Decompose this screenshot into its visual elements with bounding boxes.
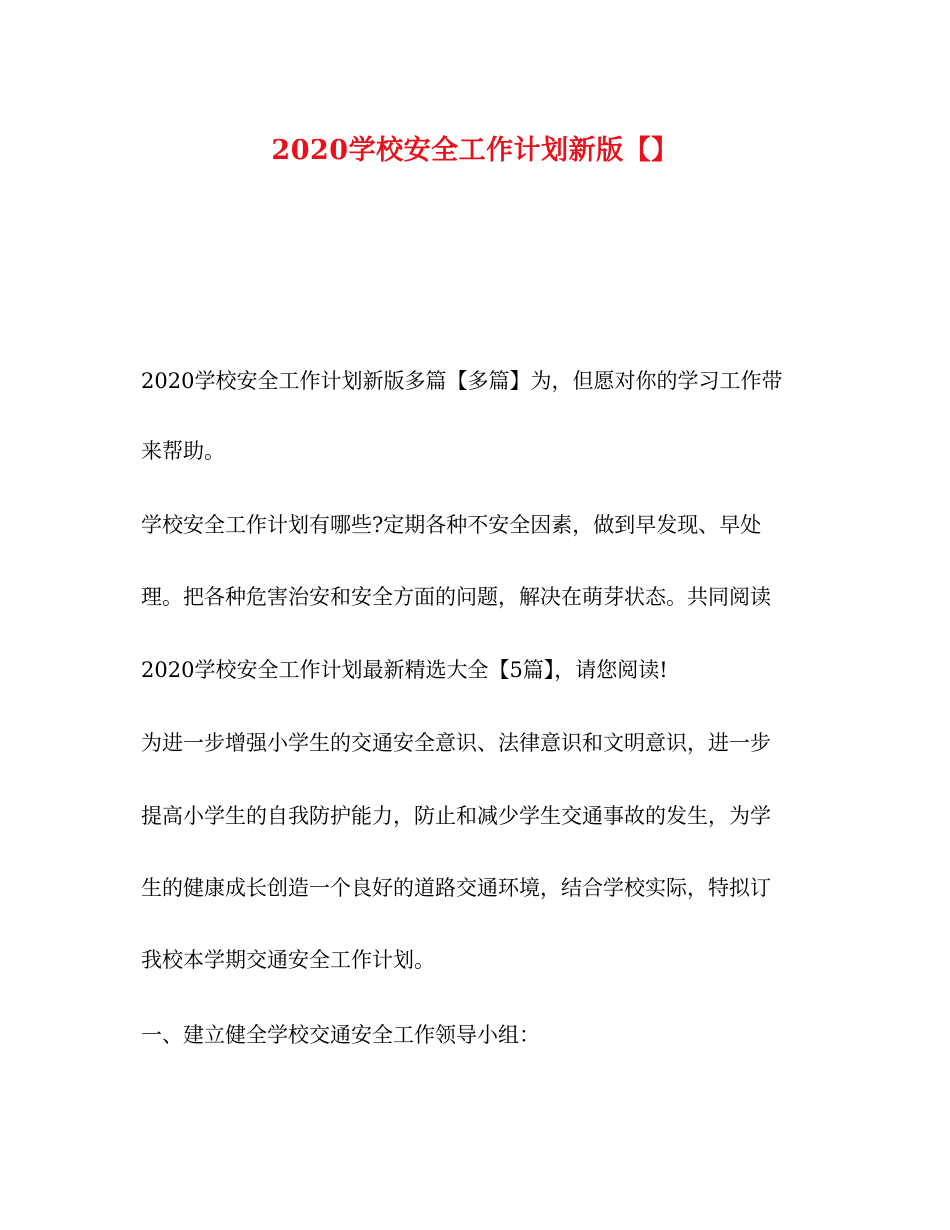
body-line: 理。把各种危害治安和安全方面的问题，解决在萌芽状态。共同阅读 xyxy=(141,585,771,609)
body-line: 提高小学生的自我防护能力，防止和减少学生交通事故的发生，为学 xyxy=(141,804,771,828)
body-line: 学校安全工作计划有哪些?定期各种不安全因素，做到早发现、早处 xyxy=(141,513,762,537)
body-line: 2020学校安全工作计划最新精选大全【5篇】，请您阅读! xyxy=(141,658,668,682)
body-line: 来帮助。 xyxy=(141,439,225,463)
body-line: 生的健康成长创造一个良好的道路交通环境，结合学校实际，特拟订 xyxy=(141,876,771,900)
section-heading: 一、建立健全学校交通安全工作领导小组： xyxy=(141,1023,540,1047)
body-line: 2020学校安全工作计划新版多篇【多篇】为，但愿对你的学习工作带 xyxy=(141,369,783,393)
body-line: 为进一步增强小学生的交通安全意识、法律意识和文明意识，进一步 xyxy=(141,731,771,755)
document-title: 2020学校安全工作计划新版【】 xyxy=(271,135,679,166)
body-line: 我校本学期交通安全工作计划。 xyxy=(141,948,435,972)
